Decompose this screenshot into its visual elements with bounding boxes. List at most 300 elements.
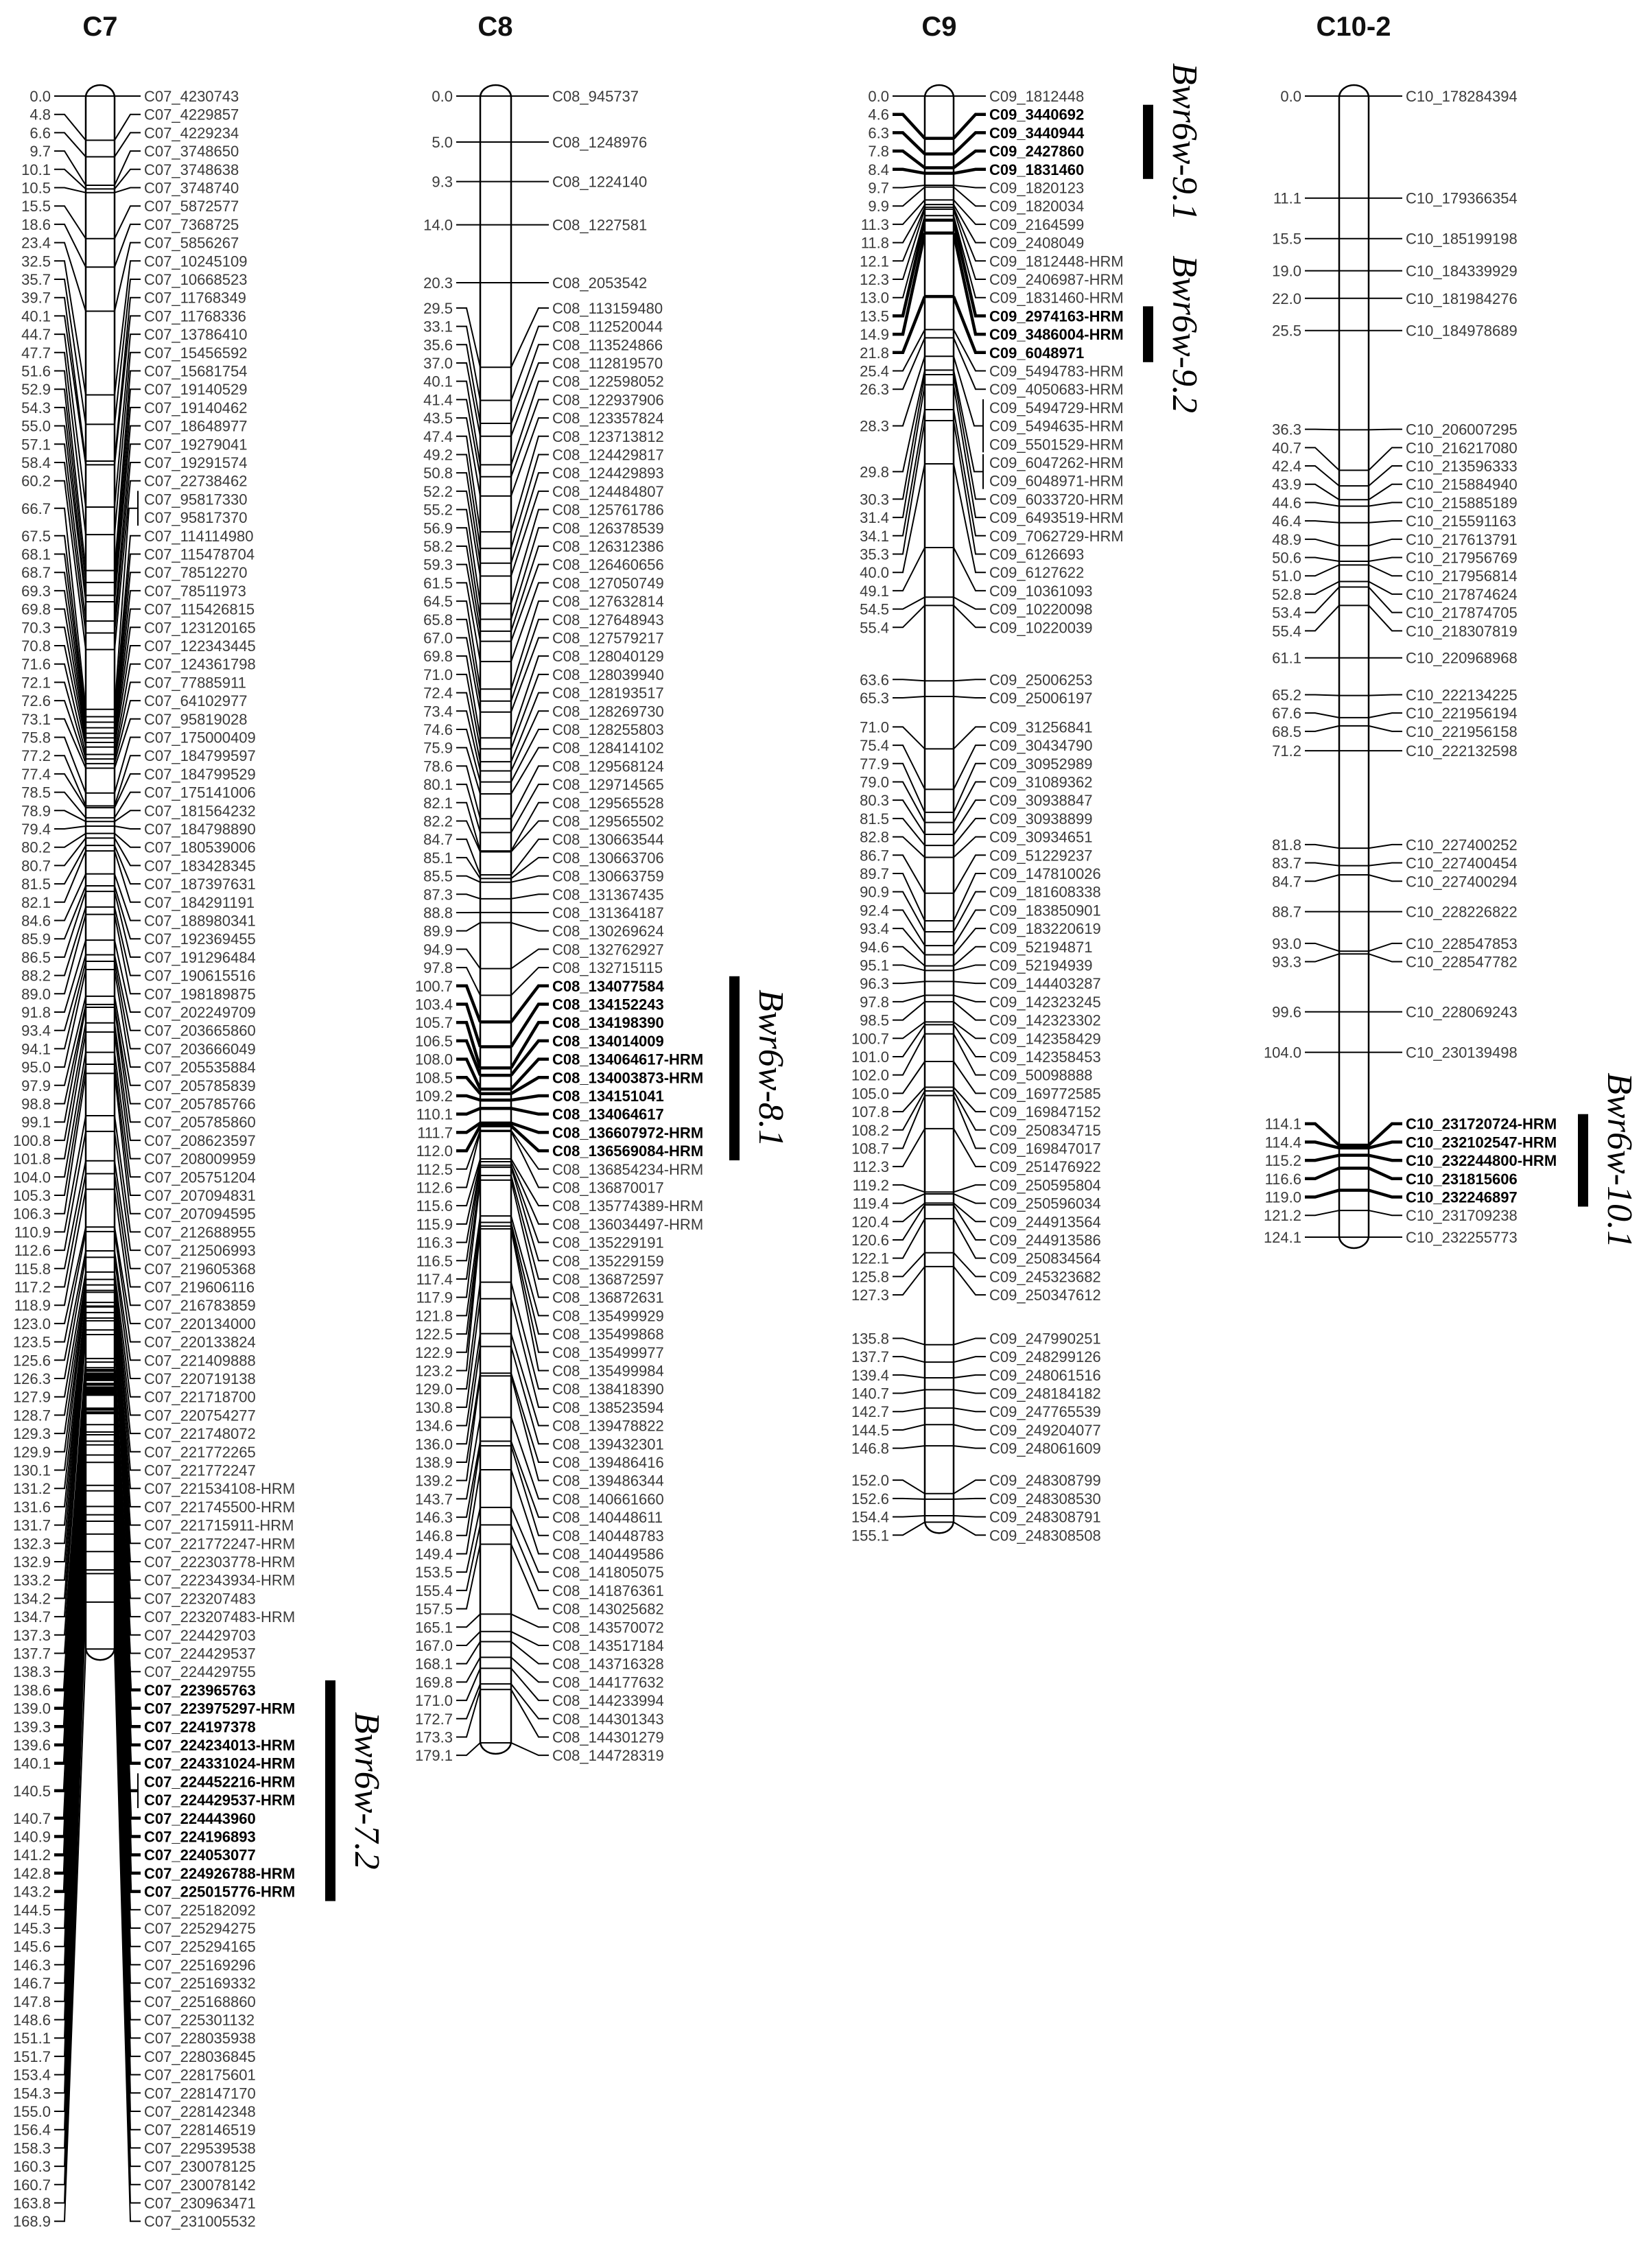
- marker-position: 79.4: [21, 821, 51, 838]
- marker-position: 131.6: [12, 1498, 51, 1516]
- connector-line: [954, 1357, 986, 1362]
- connector-line: [954, 764, 986, 812]
- marker-position: 98.8: [21, 1095, 51, 1113]
- connector-line: [893, 185, 925, 188]
- marker-label: C08_134077584: [552, 977, 664, 995]
- marker-position: 129.0: [414, 1381, 453, 1398]
- marker-position: 130.1: [12, 1462, 51, 1479]
- marker-position: 139.3: [12, 1718, 51, 1736]
- marker-label: C09_183220619: [989, 920, 1101, 938]
- marker-label: C10_232246897: [1406, 1188, 1518, 1206]
- connector-line: [54, 151, 86, 185]
- marker-position: 93.3: [1272, 953, 1301, 971]
- connector-line: [954, 1480, 986, 1494]
- marker-position: 144.5: [12, 1901, 51, 1919]
- marker-position: 139.4: [851, 1366, 889, 1384]
- marker-position: 8.4: [868, 161, 889, 178]
- connector-line: [1305, 954, 1339, 961]
- marker-position: 146.3: [414, 1509, 453, 1527]
- connector-line: [1305, 1142, 1339, 1148]
- marker-label: C09_5494783-HRM: [989, 362, 1124, 380]
- marker-label: C07_95819028: [144, 710, 248, 728]
- marker-position: 134.2: [12, 1590, 51, 1608]
- marker-label: C08_128040129: [552, 648, 664, 666]
- marker-label: C08_129565502: [552, 812, 664, 830]
- marker-position: 0.0: [432, 88, 453, 105]
- connector-line: [893, 1408, 925, 1411]
- marker-position: 9.7: [868, 179, 889, 197]
- marker-position: 120.6: [851, 1231, 889, 1249]
- marker-position: 125.6: [12, 1352, 51, 1370]
- marker-label: C07_123120165: [144, 619, 256, 637]
- marker-position: 79.0: [860, 773, 889, 791]
- marker-position: 15.5: [21, 198, 51, 215]
- connector-line: [954, 1522, 986, 1535]
- marker-position: 124.1: [1263, 1228, 1301, 1246]
- marker-label: C07_224429703: [144, 1626, 256, 1644]
- connector-line: [456, 1614, 480, 1627]
- marker-position: 75.8: [21, 729, 51, 747]
- marker-label: C07_224452216-HRM: [144, 1773, 296, 1791]
- marker-position: 142.7: [851, 1403, 889, 1421]
- marker-label: C07_175000409: [144, 729, 256, 747]
- marker-position: 115.6: [416, 1197, 453, 1215]
- connector-line: [893, 115, 925, 139]
- marker-label: C09_50098888: [989, 1066, 1093, 1084]
- marker-label: C09_248184182: [989, 1385, 1101, 1403]
- marker-position: 73.1: [21, 710, 51, 728]
- connector-line: [1305, 565, 1339, 576]
- marker-position: 146.3: [12, 1956, 51, 1974]
- marker-position: 123.2: [414, 1362, 453, 1380]
- chromosome-bar: [86, 85, 115, 1660]
- marker-position: 146.8: [414, 1527, 453, 1545]
- marker-position: 69.8: [423, 648, 453, 666]
- connector-line: [115, 996, 141, 1086]
- marker-position: 65.8: [423, 611, 453, 629]
- connector-line: [511, 923, 549, 931]
- marker-position: 105.7: [414, 1014, 453, 1032]
- marker-position: 168.9: [12, 2213, 51, 2231]
- marker-label: C08_130663706: [552, 849, 664, 867]
- marker-position: 53.4: [1272, 604, 1301, 622]
- marker-label: C07_212506993: [144, 1242, 256, 1260]
- marker-label: C09_244913586: [989, 1231, 1101, 1249]
- marker-position: 29.5: [423, 299, 453, 317]
- qtl-bar: [325, 1680, 335, 1901]
- marker-label: C10_217956814: [1406, 567, 1518, 585]
- marker-position: 60.2: [21, 472, 51, 490]
- marker-label: C07_4229234: [144, 124, 239, 142]
- marker-label: C07_207094831: [144, 1187, 256, 1204]
- connector-line: [1369, 565, 1402, 576]
- marker-label: C07_229539538: [144, 2139, 256, 2157]
- marker-position: 11.1: [1273, 189, 1301, 207]
- marker-label: C09_1812448-HRM: [989, 253, 1124, 270]
- marker-label: C07_202249709: [144, 1004, 256, 1021]
- marker-label: C08_128414102: [552, 739, 664, 757]
- marker-position: 134.7: [12, 1608, 51, 1626]
- marker-label: C09_248308799: [989, 1472, 1101, 1490]
- marker-label: C07_184798890: [144, 821, 256, 838]
- marker-position: 117.4: [416, 1270, 453, 1288]
- connector-line: [954, 1024, 986, 1057]
- marker-position: 55.2: [423, 501, 453, 519]
- marker-label: C09_1812448: [989, 88, 1085, 105]
- connector-line: [893, 800, 925, 834]
- marker-position: 97.9: [21, 1077, 51, 1094]
- marker-position: 12.1: [860, 253, 889, 270]
- marker-position: 34.1: [860, 527, 889, 545]
- marker-label: C08_2053542: [552, 274, 648, 292]
- marker-position: 72.1: [21, 674, 51, 692]
- marker-position: 147.8: [12, 1993, 51, 2010]
- connector-line: [54, 169, 86, 189]
- qtl-bar: [729, 976, 740, 1160]
- marker-label: C08_945737: [552, 88, 639, 105]
- chromosome-bar: [1339, 85, 1369, 1248]
- marker-label: C07_220133824: [144, 1333, 256, 1351]
- marker-position: 85.9: [21, 930, 51, 948]
- marker-label: C07_205751204: [144, 1169, 256, 1186]
- marker-position: 119.0: [1264, 1188, 1301, 1206]
- connector-line: [893, 1024, 925, 1057]
- marker-position: 57.1: [21, 436, 51, 454]
- marker-label: C08_134064617: [552, 1105, 664, 1123]
- marker-label: C09_6047262-HRM: [989, 454, 1124, 471]
- connector-line: [893, 1096, 925, 1149]
- marker-label: C08_127050749: [552, 574, 664, 592]
- marker-position: 141.2: [12, 1846, 51, 1864]
- connector-line: [893, 745, 925, 789]
- marker-label: C08_135499929: [552, 1307, 664, 1325]
- qtl-label: Bwr6w-8.1: [751, 989, 790, 1147]
- marker-position: 179.1: [414, 1747, 453, 1765]
- connector-line: [893, 996, 925, 1002]
- marker-position: 9.3: [432, 173, 453, 191]
- marker-label: C10_228226822: [1406, 903, 1518, 921]
- connector-line: [1305, 875, 1339, 881]
- marker-position: 138.3: [12, 1663, 51, 1681]
- marker-position: 43.9: [1272, 476, 1301, 493]
- marker-label: C07_78511973: [144, 582, 246, 600]
- marker-position: 131.2: [12, 1480, 51, 1498]
- marker-label: C10_227400252: [1406, 836, 1518, 854]
- marker-position: 155.1: [851, 1527, 889, 1545]
- connector-line: [893, 965, 925, 970]
- connector-line: [893, 1357, 925, 1362]
- marker-position: 39.7: [21, 289, 51, 307]
- marker-label: C07_228146519: [144, 2121, 256, 2139]
- connector-line: [954, 873, 986, 921]
- connector-line: [511, 583, 549, 661]
- marker-position: 85.5: [423, 867, 453, 885]
- marker-position: 58.2: [423, 537, 453, 555]
- marker-position: 22.0: [1272, 290, 1301, 307]
- marker-label: C08_130663759: [552, 867, 664, 885]
- marker-position: 51.0: [1272, 567, 1301, 585]
- marker-position: 140.5: [12, 1782, 51, 1800]
- marker-label: C09_183850901: [989, 902, 1101, 919]
- connector-line: [954, 1022, 986, 1038]
- marker-position: 40.1: [21, 307, 51, 325]
- connector-line: [954, 696, 986, 698]
- marker-label: C09_31256841: [989, 718, 1093, 736]
- marker-label: C08_127632814: [552, 593, 664, 611]
- connector-line: [456, 923, 480, 931]
- connector-line: [1305, 694, 1339, 695]
- marker-label: C09_6126693: [989, 545, 1085, 563]
- connector-line: [954, 338, 986, 389]
- connector-line: [1305, 726, 1339, 731]
- marker-position: 9.9: [868, 198, 889, 215]
- connector-line: [1369, 502, 1402, 506]
- marker-label: C09_251476922: [989, 1158, 1101, 1176]
- chromosome-bar: [925, 85, 954, 1533]
- connector-line: [456, 1108, 480, 1114]
- marker-label: C10_232255773: [1406, 1228, 1518, 1246]
- marker-position: 67.5: [21, 527, 51, 545]
- marker-position: 138.9: [414, 1453, 453, 1471]
- marker-label: C08_135229159: [552, 1252, 664, 1270]
- marker-label: C07_208009959: [144, 1150, 256, 1168]
- marker-position: 41.4: [423, 391, 453, 409]
- marker-label: C08_130269624: [552, 922, 664, 940]
- marker-position: 43.5: [423, 410, 453, 427]
- marker-label: C08_113159480: [552, 299, 663, 317]
- marker-position: 110.1: [416, 1105, 453, 1123]
- marker-label: C08_140448611: [552, 1509, 663, 1527]
- connector-line: [893, 1522, 925, 1535]
- connector-line: [511, 821, 549, 852]
- marker-label: C08_141805075: [552, 1564, 664, 1582]
- marker-label: C07_225294165: [144, 1938, 256, 1956]
- marker-position: 89.0: [21, 985, 51, 1003]
- marker-label: C07_219605368: [144, 1260, 256, 1278]
- marker-label: C09_5494729-HRM: [989, 399, 1124, 416]
- marker-label: C08_1227581: [552, 216, 648, 234]
- marker-position: 110.9: [14, 1223, 51, 1241]
- connector-line: [1305, 863, 1339, 866]
- marker-label: C08_144301343: [552, 1710, 664, 1728]
- marker-label: C08_112819570: [552, 354, 663, 372]
- marker-label: C08_141876361: [552, 1582, 664, 1599]
- marker-label: C09_2408049: [989, 234, 1085, 252]
- marker-position: 122.1: [851, 1249, 889, 1267]
- marker-position: 52.2: [423, 482, 453, 500]
- marker-position: 132.3: [12, 1535, 51, 1553]
- marker-position: 33.1: [423, 318, 453, 336]
- marker-position: 94.1: [21, 1040, 51, 1058]
- marker-position: 51.6: [21, 362, 51, 380]
- marker-label: C08_112520044: [552, 318, 663, 336]
- marker-position: 137.7: [12, 1645, 51, 1663]
- marker-label: C10_206007295: [1406, 421, 1518, 438]
- marker-label: C09_30938847: [989, 792, 1093, 810]
- marker-position: 92.4: [860, 902, 889, 919]
- marker-label: C08_144728319: [552, 1747, 664, 1765]
- marker-position: 100.8: [12, 1131, 51, 1149]
- qtl-bar: [1143, 306, 1153, 362]
- marker-position: 153.4: [12, 2066, 51, 2084]
- marker-position: 11.8: [860, 234, 889, 252]
- marker-label: C09_30938899: [989, 810, 1093, 828]
- marker-label: C09_10220039: [989, 619, 1093, 637]
- marker-label: C09_181608338: [989, 883, 1101, 901]
- connector-line: [1369, 954, 1402, 961]
- marker-position: 168.1: [414, 1655, 453, 1673]
- marker-position: 82.2: [423, 812, 453, 830]
- marker-position: 116.3: [416, 1234, 453, 1252]
- marker-label: C08_126378539: [552, 519, 664, 537]
- marker-position: 82.1: [423, 794, 453, 812]
- connector-line: [54, 132, 86, 156]
- connector-line: [1369, 1142, 1402, 1148]
- marker-label: C07_208623597: [144, 1131, 256, 1149]
- connector-line: [954, 981, 986, 983]
- marker-position: 121.2: [1263, 1207, 1301, 1225]
- marker-position: 54.3: [21, 399, 51, 416]
- marker-label: C08_135774389-HRM: [552, 1197, 704, 1215]
- connector-line: [511, 1077, 549, 1094]
- marker-label: C08_131364187: [552, 904, 664, 922]
- marker-label: C07_5872577: [144, 198, 239, 215]
- connector-line: [893, 696, 925, 698]
- marker-label: C08_124484807: [552, 482, 664, 500]
- marker-position: 65.3: [860, 689, 889, 707]
- marker-label: C07_77885911: [144, 674, 246, 692]
- marker-position: 122.9: [414, 1344, 453, 1361]
- marker-label: C08_126460656: [552, 556, 664, 574]
- connector-line: [1369, 447, 1402, 470]
- marker-position: 68.1: [21, 545, 51, 563]
- connector-line: [511, 491, 549, 576]
- marker-position: 72.6: [21, 692, 51, 710]
- marker-label: C08_144233994: [552, 1692, 664, 1710]
- marker-position: 139.0: [12, 1700, 51, 1717]
- marker-label: C07_184799529: [144, 765, 256, 783]
- marker-label: C07_221772265: [144, 1443, 256, 1461]
- marker-position: 121.8: [414, 1307, 453, 1325]
- marker-label: C07_7368725: [144, 215, 239, 233]
- marker-label: C07_224443960: [144, 1809, 256, 1827]
- marker-position: 46.4: [1272, 513, 1301, 530]
- marker-label: C10_184339929: [1406, 262, 1518, 280]
- marker-label: C07_188980341: [144, 912, 256, 930]
- marker-label: C08_136607972-HRM: [552, 1124, 704, 1142]
- marker-position: 84.6: [21, 912, 51, 930]
- marker-label: C10_179366354: [1406, 189, 1518, 207]
- marker-position: 4.8: [30, 106, 51, 124]
- marker-position: 40.1: [423, 373, 453, 390]
- marker-label: C10_228547853: [1406, 935, 1518, 952]
- marker-label: C07_225294275: [144, 1920, 256, 1937]
- marker-label: C09_52194871: [989, 938, 1093, 956]
- marker-position: 123.0: [12, 1315, 51, 1333]
- marker-position: 109.2: [414, 1087, 453, 1105]
- marker-label: C07_19279041: [144, 436, 248, 454]
- connector-line: [893, 187, 925, 207]
- marker-label: C09_25006253: [989, 671, 1093, 689]
- marker-label: C09_250596034: [989, 1195, 1101, 1212]
- marker-position: 100.7: [414, 977, 453, 995]
- marker-position: 101.8: [12, 1150, 51, 1168]
- connector-line: [954, 187, 986, 207]
- marker-label: C08_135229191: [552, 1234, 664, 1252]
- connector-line: [893, 1389, 925, 1393]
- marker-label: C08_124429893: [552, 465, 664, 482]
- marker-label: C08_140661660: [552, 1490, 664, 1508]
- marker-position: 151.7: [12, 2048, 51, 2065]
- marker-position: 20.3: [423, 274, 453, 292]
- marker-label: C10_232244800-HRM: [1406, 1152, 1557, 1170]
- marker-position: 120.4: [851, 1213, 889, 1231]
- marker-label: C08_136872597: [552, 1270, 664, 1288]
- marker-label: C08_126312386: [552, 537, 664, 555]
- marker-position: 44.7: [21, 326, 51, 344]
- chromosome-title-c7: C7: [82, 12, 118, 42]
- marker-label: C08_135499868: [552, 1326, 664, 1344]
- marker-position: 112.5: [416, 1160, 453, 1178]
- connector-line: [893, 1375, 925, 1378]
- marker-label: C10_231720724-HRM: [1406, 1115, 1557, 1133]
- marker-position: 35.7: [21, 271, 51, 288]
- marker-position: 108.5: [414, 1069, 453, 1087]
- marker-label: C07_190615516: [144, 967, 256, 985]
- connector-line: [893, 1022, 925, 1038]
- marker-label: C07_10245109: [144, 253, 248, 270]
- marker-label: C07_64102977: [144, 692, 248, 710]
- marker-label: C08_134198390: [552, 1014, 664, 1032]
- marker-label: C09_5494635-HRM: [989, 417, 1124, 435]
- marker-label: C09_25006197: [989, 689, 1093, 707]
- marker-label: C07_221772247: [144, 1462, 256, 1479]
- marker-position: 160.7: [12, 2176, 51, 2194]
- marker-label: C07_224196893: [144, 1828, 256, 1846]
- connector-line: [893, 597, 925, 609]
- marker-position: 145.6: [12, 1938, 51, 1956]
- connector-line: [1305, 447, 1339, 470]
- marker-label: C09_51229237: [989, 847, 1093, 865]
- marker-label: C09_5501529-HRM: [989, 436, 1124, 454]
- connector-line: [511, 803, 549, 851]
- chromosome-bar: [480, 85, 511, 1754]
- marker-label: C08_129714565: [552, 776, 664, 794]
- connector-line: [115, 907, 141, 976]
- marker-label: C07_203665860: [144, 1022, 256, 1040]
- connector-line: [511, 1614, 549, 1627]
- marker-position: 108.7: [851, 1140, 889, 1158]
- marker-position: 135.8: [851, 1330, 889, 1348]
- marker-position: 158.3: [12, 2139, 51, 2157]
- marker-label: C08_113524866: [552, 336, 663, 354]
- marker-position: 127.9: [12, 1388, 51, 1406]
- marker-position: 55.4: [1272, 622, 1301, 640]
- marker-label: C09_2164599: [989, 215, 1085, 233]
- connector-line: [954, 928, 986, 954]
- marker-position: 85.1: [423, 849, 453, 867]
- marker-label: C07_224234013-HRM: [144, 1737, 296, 1754]
- connector-line: [893, 1185, 925, 1192]
- marker-position: 86.7: [860, 847, 889, 865]
- marker-label: C07_183428345: [144, 857, 256, 875]
- marker-label: C10_232102547-HRM: [1406, 1134, 1557, 1151]
- marker-position: 49.2: [423, 446, 453, 464]
- marker-label: C07_212688955: [144, 1223, 256, 1241]
- marker-label: C10_215591163: [1406, 513, 1517, 530]
- marker-position: 40.0: [860, 564, 889, 582]
- marker-position: 89.9: [423, 922, 453, 940]
